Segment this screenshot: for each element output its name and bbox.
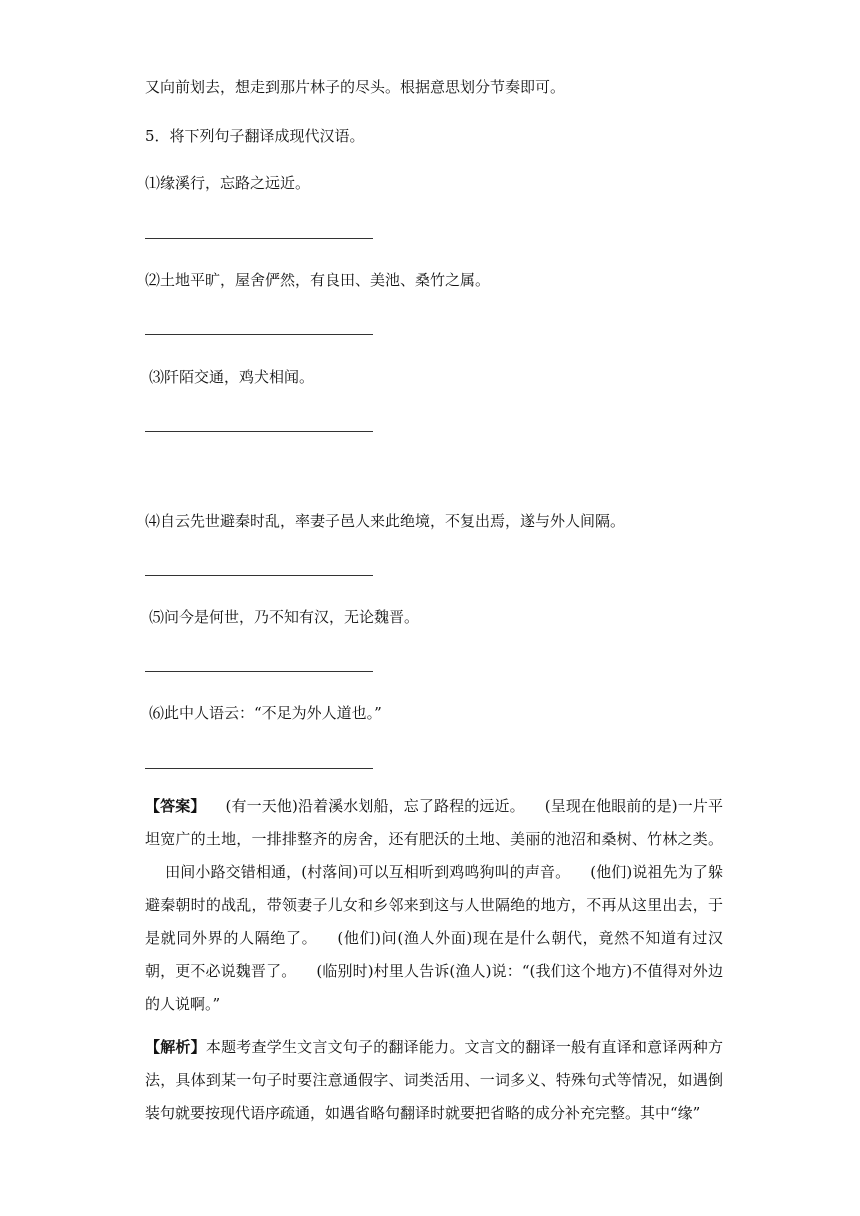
analysis-block: [145, 1031, 723, 1130]
question-item-6: ⑹此中人语云：“不足为外人道也。”: [149, 704, 382, 722]
question-item-5: ⑸问今是何世，乃不知有汉，无论魏晋。: [149, 608, 420, 626]
question-item-3: ⑶阡陌交通，鸡犬相闻。: [149, 368, 315, 386]
answer-blank-5[interactable]: [145, 671, 373, 672]
question-title: 5．将下列句子翻译成现代汉语。: [145, 127, 365, 145]
answer-blank-4[interactable]: [145, 575, 373, 576]
answer-blank-6[interactable]: [145, 768, 373, 769]
answer-part-5: (他们)问(渔人外面)现在是什么朝代，竟然不知道有过汉朝，更不必说魏晋了。: [145, 929, 723, 980]
answer-part-6: (临别时)村里人告诉(渔人)说：“(我们这个地方)不值得对外边的人说啊。”: [145, 962, 723, 1013]
intro-tail-text: 又向前划去，想走到那片林子的尽头。根据意思划分节奏即可。: [145, 78, 566, 96]
answer-part-2: (呈现在他眼前的是)一片平坦宽广的土地，一排排整齐的房舍，还有肥沃的土地、美丽的池沼和桑树、竹林之类。: [145, 797, 723, 848]
answer-blank-1[interactable]: [145, 238, 373, 239]
answer-part-1: (有一天他)沿着溪水划船，忘了路程的远近。: [225, 797, 525, 815]
answer-blank-3[interactable]: [145, 431, 373, 432]
answer-part-4: (他们)说祖先为了躲避秦朝时的战乱，带领妻子儿女和乡邻来到这与人世隔绝的地方，不再从这里出去，于是就同外界的人隔绝了。: [145, 863, 723, 947]
analysis-text: 本题考查学生文言文句子的翻译能力。文言文的翻译一般有直译和意译两种方法，具体到某一句子时要注意通假字、词类活用、一词多义、特殊句式等情况，如遇倒装句就要按现代语序疏通，如遇省略句翻译时就要把省略的成分补充完整。其中“缘”: [145, 1038, 723, 1122]
question-item-2: ⑵土地平旷，屋舍俨然，有良田、美池、桑竹之属。: [145, 271, 491, 289]
answer-label: 【答案】: [145, 797, 206, 815]
answer-blank-2[interactable]: [145, 334, 373, 335]
question-item-1: ⑴缘溪行，忘路之远近。: [145, 174, 311, 192]
answer-part-3: 田间小路交错相通，(村落间)可以互相听到鸡鸣狗叫的声音。: [165, 863, 571, 881]
analysis-label: 【解析】: [145, 1038, 206, 1056]
question-item-4: ⑷自云先世避秦时乱，率妻子邑人来此绝境，不复出焉，遂与外人间隔。: [145, 512, 626, 530]
answer-block: [145, 790, 723, 1021]
